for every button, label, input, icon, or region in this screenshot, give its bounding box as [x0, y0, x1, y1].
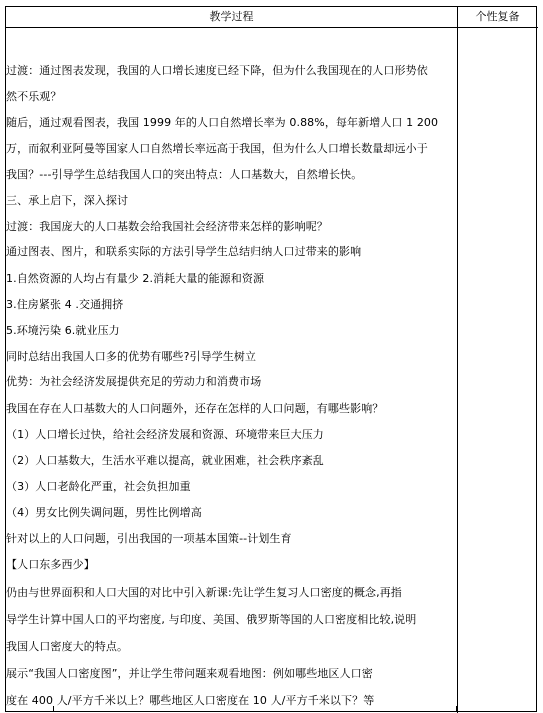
- table-header-row: [6, 7, 538, 28]
- text-line: 过渡：我国庞大的人口基数会给我国社会经济带来怎样的影响呢？: [6, 220, 328, 233]
- section-heading: 【人口东多西少】: [6, 558, 95, 571]
- text-line: 度在 400 人/平方千米以上？哪些地区人口密度在 10 人/平方千米以下？等: [6, 694, 375, 707]
- list-item: （1）人口增长过快，给社会经济发展和资源、环境带来巨大压力: [6, 428, 324, 441]
- list-item: （4）男女比例失调问题，男性比例增高: [6, 506, 202, 519]
- tick-mark: [456, 706, 457, 712]
- document-page: [5, 6, 537, 712]
- page-bottom-marks: [5, 706, 537, 712]
- section-heading: 三、承上启下，深入探讨: [6, 194, 129, 207]
- list-item: 3.住房紧张 4 .交通拥挤: [6, 298, 124, 311]
- list-item: （2）人口基数大，生活水平难以提高，就业困难，社会秩序紊乱: [6, 454, 324, 467]
- text-line: 同时总结出我国人口多的优势有哪些?引导学生树立: [6, 350, 257, 363]
- lesson-table: [5, 6, 537, 712]
- text-line: 通过图表、图片，和联系实际的方法引导学生总结归纳人口过带来的影响: [6, 245, 362, 258]
- text-line: 展示“我国人口密度图”，并让学生带问题来观看地图：例如哪些地区人口密: [6, 667, 373, 680]
- list-item: 1.自然资源的人均占有量少 2.消耗大量的能源和资源: [6, 272, 265, 285]
- text-line: 万，而叙利亚阿曼等国家人口自然增长率远高于我国，但为什么人口增长数量却远小于: [6, 142, 428, 155]
- list-item: （3）人口老龄化严重，社会负担加重: [6, 480, 191, 493]
- text-line: 然不乐观？: [6, 90, 62, 103]
- text-line: 我国在存在人口基数大的人口问题外，还存在怎样的人口问题，有哪些影响？: [6, 402, 384, 415]
- text-line: 针对以上的人口问题，引出我国的一项基本国策--计划生育: [6, 532, 292, 545]
- tick-mark: [53, 706, 54, 712]
- text-line: 仍由与世界面积和人口大国的对比中引入新课:先让学生复习人口密度的概念,再指: [6, 586, 402, 599]
- personal-notes-header: 个性复备: [475, 10, 520, 23]
- teaching-process-header: 教学过程: [209, 10, 254, 23]
- list-item: 5.环境污染 6.就业压力: [6, 324, 120, 337]
- text-line: 优势：为社会经济发展提供充足的劳动力和消费市场: [6, 375, 262, 388]
- text-line: 我国人口密度大的特点。: [6, 640, 129, 653]
- text-line: 我国？---引导学生总结我国人口的突出特点：人口基数大，自然增长快。: [6, 168, 363, 181]
- text-line: 随后，通过观看图表，我国 1999 年的人口自然增长率为 0.88%，每年新增人口 1 200: [6, 116, 439, 129]
- text-line: 导学生计算中国人口的平均密度, 与印度、美国、俄罗斯等国的人口密度相比较,说明: [6, 613, 417, 626]
- column-divider: [457, 7, 458, 713]
- text-line: 过渡：通过图表发现，我国的人口增长速度已经下降，但为什么我国现在的人口形势依: [6, 64, 428, 77]
